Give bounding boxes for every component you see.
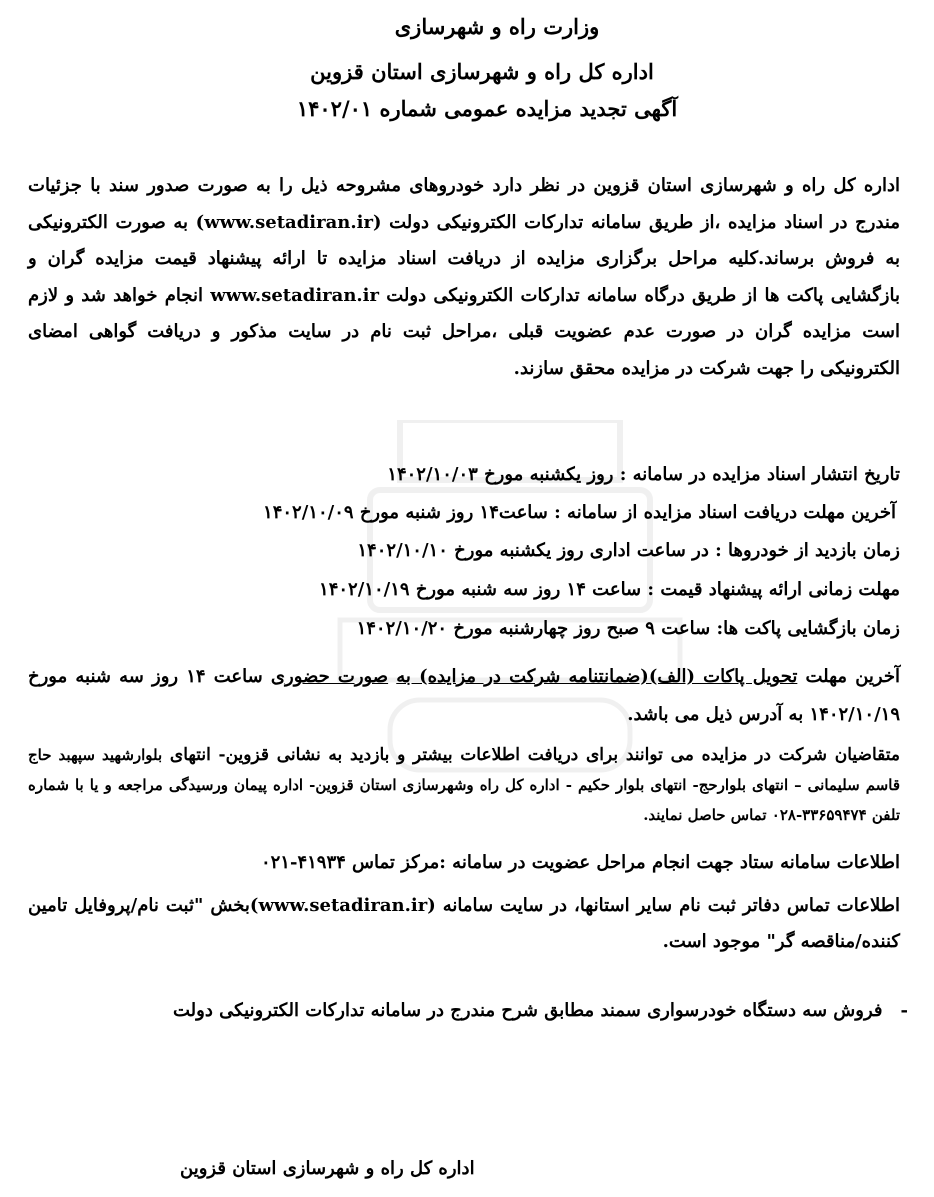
bullet-dash: -	[900, 1000, 908, 1021]
setad-contact: اطلاعات سامانه ستاد جهت انجام مراحل عضویت در سامانه :مرکز تماس ۴۱۹۳۴-۰۲۱	[260, 852, 900, 873]
bid-deadline: مهلت زمانی ارائه پیشنهاد قیمت : ساعت ۱۴ روز سه شنبه مورخ ۱۴۰۲/۱۰/۱۹	[319, 579, 900, 600]
directorate-title: اداره کل راه و شهرسازی استان قزوین	[310, 59, 654, 84]
opening-time: زمان بازگشایی پاکت ها: ساعت ۹ صبح روز چهارشنبه مورخ ۱۴۰۲/۱۰/۲۰	[356, 618, 900, 639]
document-deadline: آخرین مهلت دریافت اسناد مزایده از سامانه : ساعت۱۴ روز شنبه مورخ ۱۴۰۲/۱۰/۰۹	[263, 502, 896, 523]
delivery-text-3: ساعت ۱۴ روز سه شنبه مورخ ۱۴۰۲/۱۰/۱۹ به آدرس ذیل می باشد.	[28, 666, 900, 725]
publish-date: تاریخ انتشار اسناد مزایده در سامانه : روز یکشنبه مورخ ۱۴۰۲/۱۰/۰۳	[387, 464, 900, 485]
auction-item-text: فروش سه دستگاه خودرسواری سمند مطابق شرح مندرج در سامانه تدارکات الکترونیکی دولت	[173, 1000, 883, 1021]
applicants-address: بلوارشهید سپهبد حاج قاسم سلیمانی – انتهای بلوارحج- انتهای بلوار حکیم - اداره کل راه وشهرسازی استان قزوین- اداره پیمان ورسیدگی مراجعه و یا با شماره تلفن ۳۳۶۵۹۴۷۴-۰۲۸ تماس حاصل نمایند.	[28, 746, 900, 824]
notice-title: آگهی تجدید مزایده عمومی شماره ۱۴۰۲/۰۱	[296, 96, 678, 121]
registry-contact: اطلاعات تماس دفاتر ثبت نام سایر استانها، در سایت سامانه (www.setadiran.ir)بخش "ثبت نام/پروفایل تامین کننده/مناقصه گر" موجود است.	[28, 895, 901, 952]
delivery-underlined-1: تحویل پاکات (الف)(ضمانتنامه شرکت در مزایده) به	[396, 666, 798, 687]
delivery-text-1: آخرین مهلت	[797, 666, 900, 687]
delivery-paragraph	[28, 658, 900, 734]
applicants-line: متقاضیان شرکت در مزایده می توانند برای دریافت اطلاعات بیشتر و بازدید به نشانی قزوین- انتهای	[169, 745, 901, 765]
auction-item	[173, 1000, 908, 1021]
intro-paragraph: اداره کل راه و شهرسازی استان قزوین در نظر دارد خودروهای مشروحه ذیل را به صورت صدور سند با جزئیات مندرج در اسناد مزایده ،از طریق سامانه تدارکات الکترونیکی دولت (www.setadiran.ir) به صورت الکترونیکی به فروش برساند.کلیه مراحل برگزاری مزایده از دریافت اسناد مزایده تا ارائه پیشنهاد قیمت مزایده گران و بازگشایی پاکت ها از طریق درگاه سامانه تدارکات الکترونیکی دولت www.setadiran.ir انجام خواهد شد و لازم است مزایده گران در صورت عدم عضویت قبلی ،مراحل ثبت نام در سایت مذکور و دریافت گواهی امضای الکترونیکی را جهت شرکت در مزایده محقق سازند.	[28, 175, 901, 379]
ministry-title: وزارت راه و شهرسازی	[394, 14, 600, 39]
footer-signature: اداره کل راه و شهرسازی استان قزوین	[180, 1158, 475, 1179]
delivery-underlined-2: صورت حضوری	[270, 666, 389, 687]
applicants-paragraph	[28, 740, 900, 830]
visit-time: زمان بازدید از خودروها : در ساعت اداری روز یکشنبه مورخ ۱۴۰۲/۱۰/۱۰	[357, 540, 900, 561]
